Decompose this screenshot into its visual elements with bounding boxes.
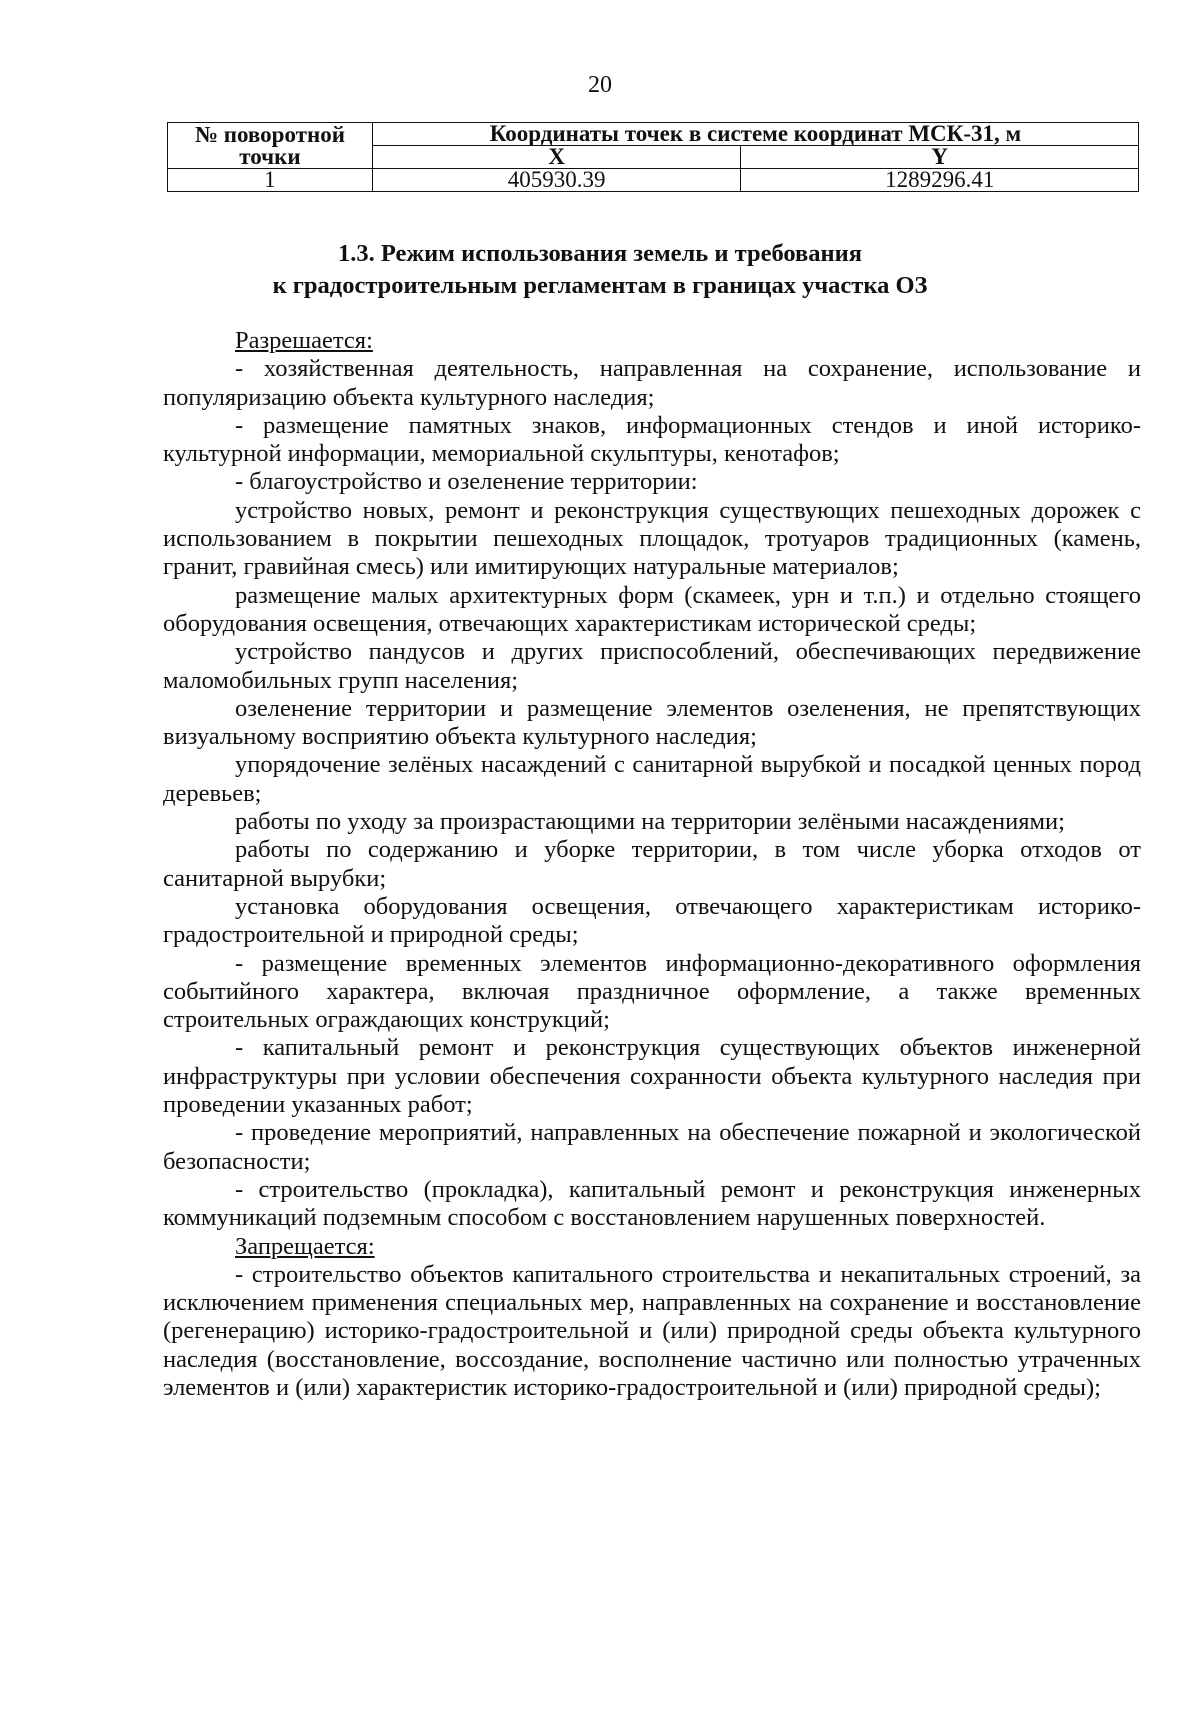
cell-x: 405930.39: [372, 169, 741, 192]
paragraph: - размещение временных элементов информационно-декоративного оформления событийного характера, включая праздничное оформление, а также временных строительных ограждающих конструкций;: [163, 949, 1141, 1034]
paragraph: озеленение территории и размещение элементов озеленения, не препятствующих визуальному восприятию объекта культурного наследия;: [163, 694, 1141, 751]
paragraph: - благоустройство и озеленение территории:: [235, 468, 698, 496]
paragraph: упорядочение зелёных насаждений с санитарной вырубкой и посадкой ценных пород деревьев;: [163, 751, 1141, 807]
paragraph: - проведение мероприятий, направленных на обеспечение пожарной и экологической безопасности;: [163, 1119, 1141, 1175]
paragraph: размещение малых архитектурных форм (скамеек, урн и т.п.) и отдельно стоящего оборудования освещения, отвечающих характеристикам исторической среды;: [163, 581, 1141, 637]
header-x: X: [372, 146, 741, 169]
coordinates-table: [167, 122, 1139, 192]
header-y: Y: [741, 146, 1139, 169]
paragraph: устройство пандусов и других приспособлений, обеспечивающих передвижение маломобильных групп населения;: [163, 638, 1141, 694]
section-heading: [0, 238, 1200, 302]
paragraph: - строительство (прокладка), капитальный ремонт и реконструкция инженерных коммуникаций подземным способом с восстановлением нарушенных поверхностей.: [163, 1175, 1141, 1232]
table-header-row: [168, 123, 1139, 146]
page-number: 20: [588, 72, 612, 98]
heading-line-1: 1.3. Режим использования земель и требования: [338, 240, 862, 267]
paragraph: - капитальный ремонт и реконструкция существующих объектов инженерной инфраструктуры при условии обеспечения сохранности объекта культурного наследия при проведении указанных работ;: [163, 1034, 1141, 1119]
header-point-number: № поворотной точки: [168, 123, 373, 169]
table-row: [168, 169, 1139, 192]
prohibited-label: Запрещается:: [235, 1232, 375, 1260]
paragraph: работы по содержанию и уборке территории, в том числе уборка отходов от санитарной вырубки;: [163, 836, 1141, 892]
paragraph: - строительство объектов капитального строительства и некапитальных строений, за исключением применения специальных мер, направленных на сохранение и восстановление (регенерацию) историко-градостроительной и (или) природной среды объекта культурного наследия (восстановление, воссоздание, восполнение частично или полностью утраченных элементов и (или) характеристик историко-градостроительной и (или) природной среды);: [163, 1260, 1141, 1401]
paragraph: устройство новых, ремонт и реконструкция существующих пешеходных дорожек с использованием в покрытии пешеходных площадок, тротуаров традиционных (камень, гранит, гравийная смесь) или имитирующих натуральные материалов;: [163, 496, 1141, 581]
heading-line-2: к градостроительным регламентам в границах участка ОЗ: [272, 272, 928, 299]
paragraph: установка оборудования освещения, отвечающего характеристикам историко-градостроительной и природной среды;: [163, 892, 1141, 949]
paragraph: - размещение памятных знаков, информационных стендов и иной историко-культурной информации, мемориальной скульптуры, кенотафов;: [163, 411, 1141, 468]
paragraph: - хозяйственная деятельность, направленная на сохранение, использование и популяризацию объекта культурного наследия;: [163, 355, 1141, 411]
body-text: [163, 327, 1141, 1402]
cell-y: 1289296.41: [741, 169, 1139, 192]
paragraph: работы по уходу за произрастающими на территории зелёными насаждениями;: [235, 808, 1065, 836]
cell-point: 1: [168, 169, 373, 192]
permitted-label: Разрешается:: [235, 327, 373, 354]
header-coordinates: Координаты точек в системе координат МСК-31, м: [372, 123, 1138, 146]
